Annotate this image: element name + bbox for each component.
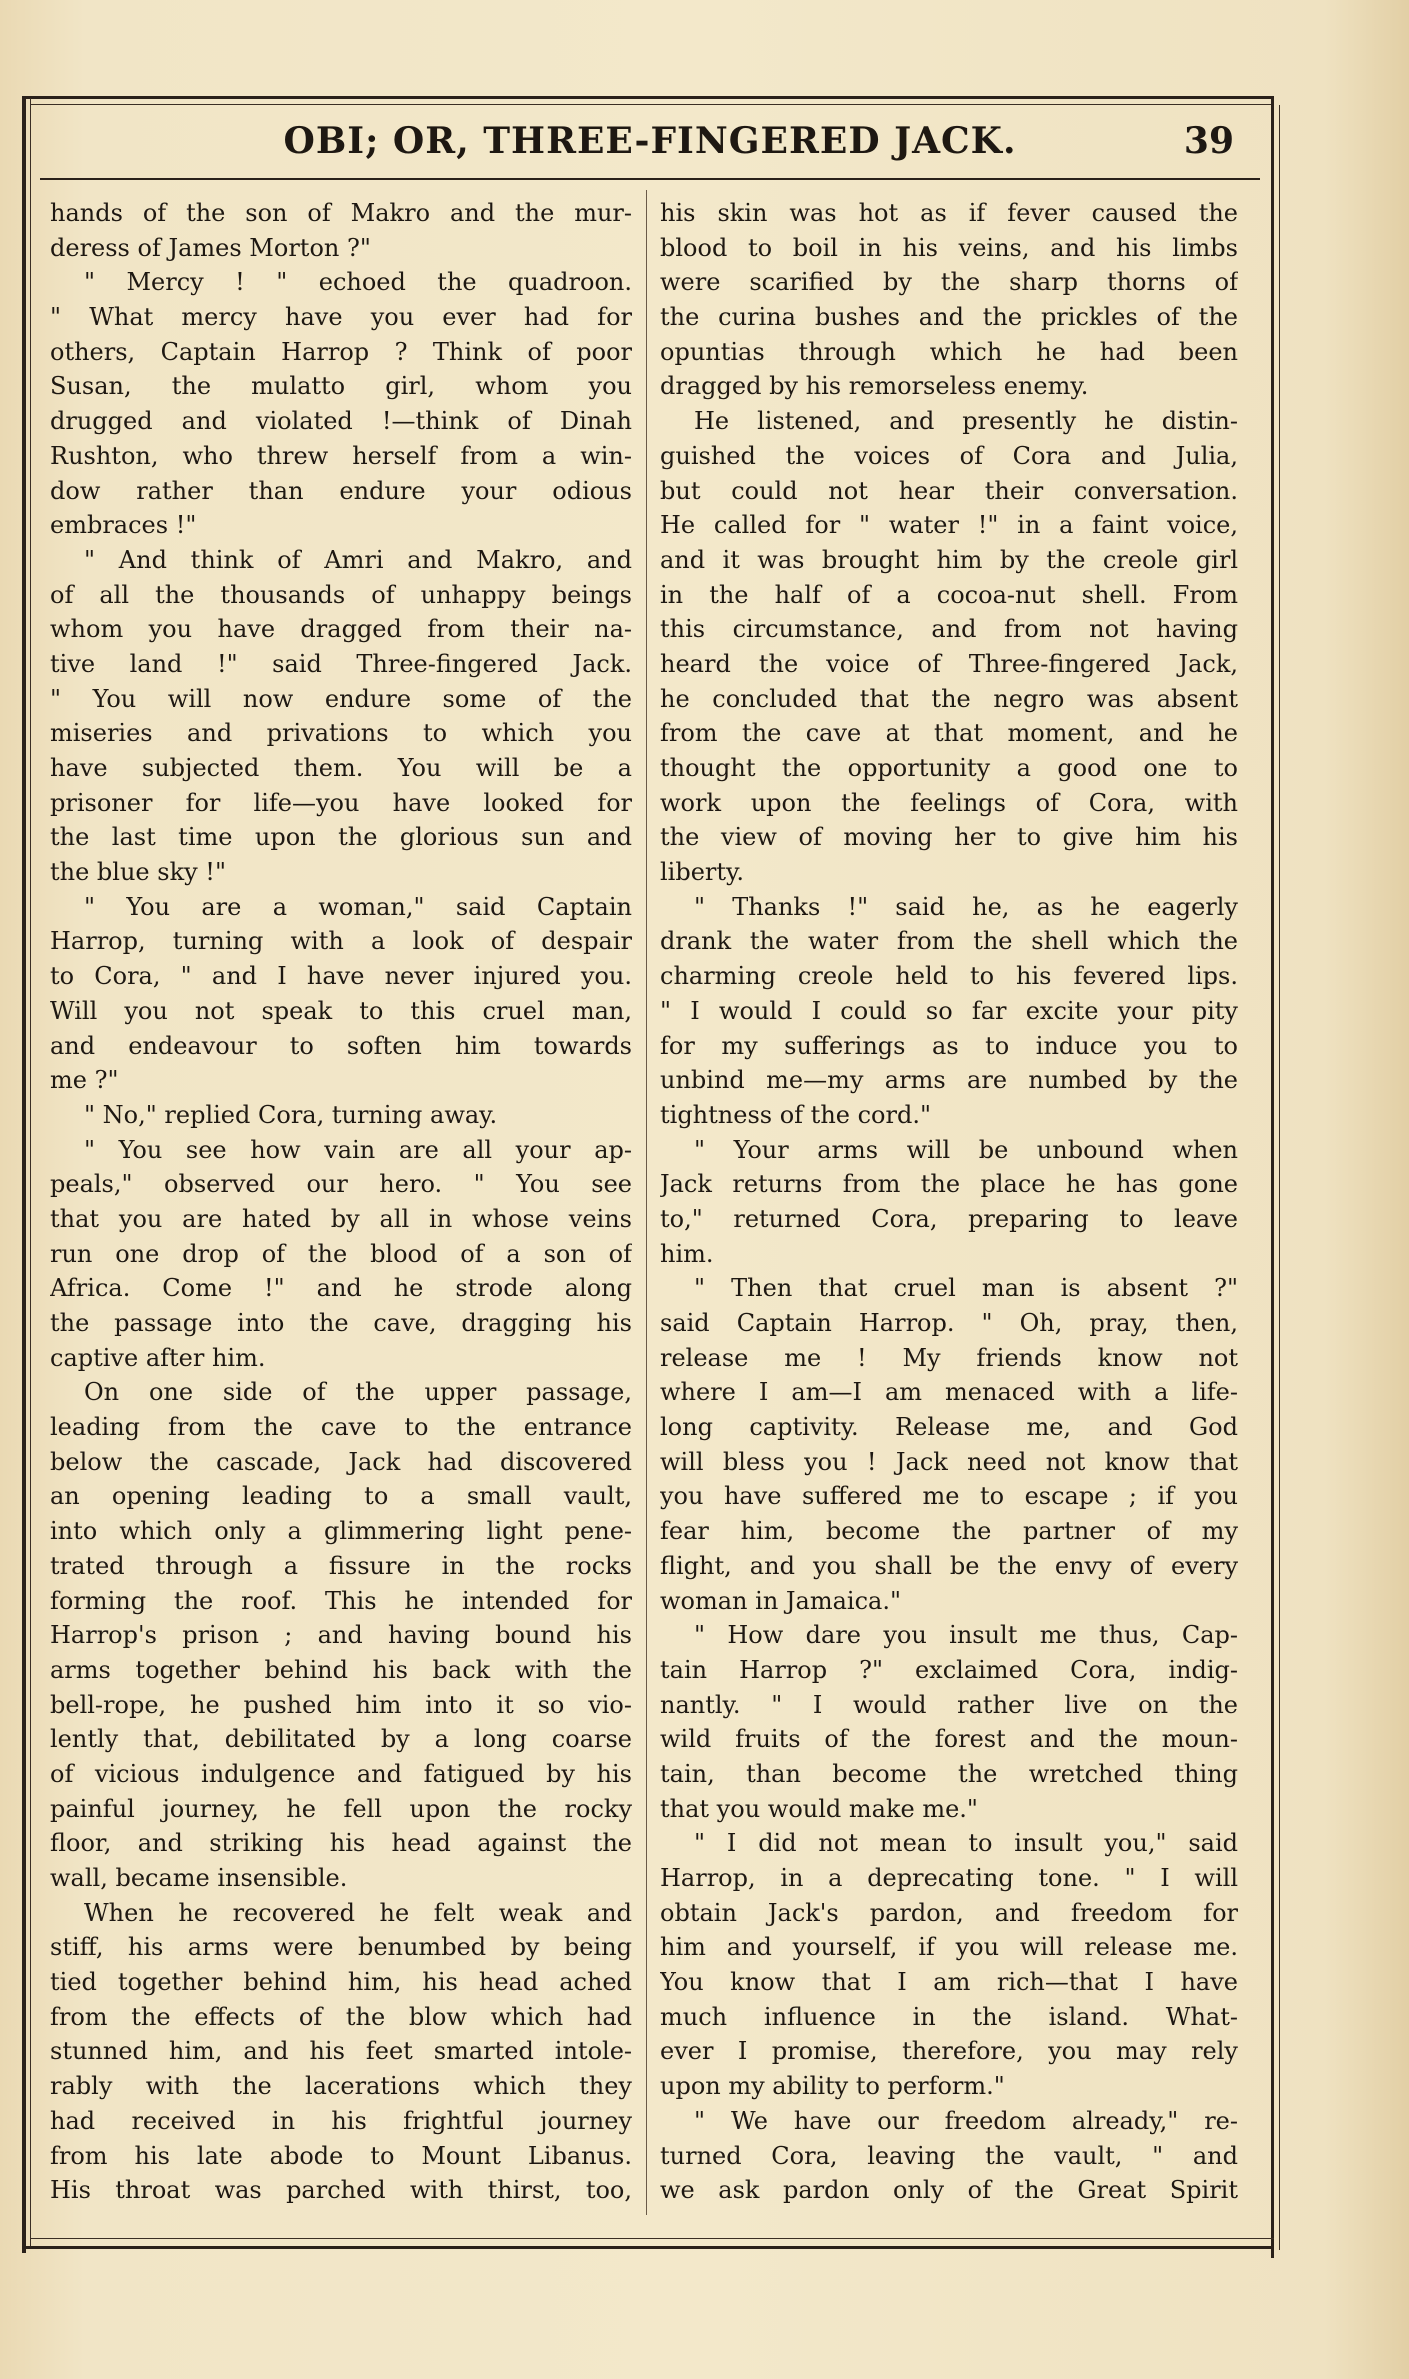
text-line: floor, and striking his head against the [50,1829,632,1858]
text-line: the curina bushes and the prickles of the [660,303,1238,332]
text-line: to," returned Cora, preparing to leave [660,1204,1238,1233]
text-line: whom you have dragged from their na- [50,615,632,644]
text-line: me ?" [50,1066,119,1095]
text-line: " Mercy ! " echoed the quadroon. [84,268,632,297]
left-border-rule [22,98,26,2253]
text-line: turned Cora, leaving the vault, " and [660,2141,1238,2170]
text-line: this circumstance, and from not having [660,615,1238,644]
text-line: had received in his frightful journey [50,2106,632,2135]
text-line: him and yourself, if you will release me. [660,1933,1238,1962]
text-line: " I would I could so far excite your pity [660,996,1238,1025]
text-line: his skin was hot as if fever caused the [660,199,1238,227]
text-line: others, Captain Harrop ? Think of poor [50,337,632,366]
left-text-column [50,196,632,2216]
text-line: flight, and you shall be the envy of every [660,1551,1238,1580]
text-line: dow rather than endure your odious [50,476,632,505]
text-line: of all the thousands of unhappy beings [50,580,632,609]
text-line: You know that I am rich—that I have [660,1968,1238,1997]
running-title: OBI; OR, THREE-FINGERED JACK. [283,120,1017,162]
running-head [40,112,1260,172]
text-line: tightness of the cord." [660,1100,931,1129]
page-number: 39 [1183,120,1234,162]
text-line: from his late abode to Mount Libanus. [50,2141,632,2170]
text-line: that you are hated by all in whose veins [50,1204,632,1233]
text-line: from the cave at that moment, and he [660,719,1238,748]
text-line: from the effects of the blow which had [50,2002,632,2031]
text-line: said Captain Harrop. " Oh, pray, then, [660,1309,1238,1337]
text-line: embraces !" [50,511,197,540]
text-line: drugged and violated !—think of Dinah [50,407,632,436]
text-line: Harrop, turning with a look of despair [50,927,632,956]
text-line: guished the voices of Cora and Julia, [660,441,1238,470]
text-line: " You are a woman," said Captain [84,892,632,921]
text-line: opuntias through which he had been [660,337,1238,366]
text-line: Will you not speak to this cruel man, [50,996,632,1025]
text-line: Jack returns from the place he has gone [660,1170,1238,1199]
text-line: the view of moving her to give him his [660,823,1238,852]
right-text-column [660,196,1238,2216]
text-line: He listened, and presently he distin- [694,407,1238,436]
text-line: where I am—I am menaced with a life- [660,1378,1238,1407]
text-line: much influence in the island. What- [660,2002,1238,2031]
left-border-inner-rule [30,98,31,2248]
text-line: drank the water from the shell which the [660,927,1238,956]
text-line: Susan, the mulatto girl, whom you [50,372,632,401]
text-line: and it was brought him by the creole girl [660,545,1238,574]
text-line: tain, than become the wretched thing [660,1759,1238,1788]
text-line: below the cascade, Jack had discovered [50,1447,632,1476]
top-border-rule [22,96,1274,99]
text-line: deress of James Morton ?" [50,233,371,262]
text-line: bell-rope, he pushed him into it so vio- [50,1690,632,1719]
text-line: he concluded that the negro was absent [660,684,1238,713]
text-line: peals," observed our hero. " You see [50,1170,632,1199]
right-border-inner-rule [1279,105,1280,2250]
text-line: lently that, debilitated by a long coarse [50,1725,632,1754]
text-line: " Thanks !" said he, as he eagerly [694,892,1238,921]
text-line: arms together behind his back with the [50,1655,632,1684]
right-border-rule [1271,98,1274,2258]
text-line: nantly. " I would rather live on the [660,1690,1238,1719]
text-line: obtain Jack's pardon, and freedom for [660,1898,1238,1927]
text-line: heard the voice of Three-fingered Jack, [660,649,1238,678]
text-line: dragged by his remorseless enemy. [660,372,1089,401]
text-line: you have suffered me to escape ; if you [660,1482,1238,1511]
text-line: ever I promise, therefore, you may rely [660,2037,1238,2066]
text-line: and endeavour to soften him towards [50,1031,632,1060]
text-line: for my sufferings as to induce you to [660,1031,1238,1060]
text-line: tain Harrop ?" exclaimed Cora, indig- [660,1655,1238,1684]
text-line: rably with the lacerations which they [50,2072,632,2101]
text-line: but could not hear their conversation. [660,476,1238,505]
text-line: On one side of the upper passage, [84,1378,632,1407]
text-line: into which only a glimmering light pene- [50,1517,632,1546]
text-line: of vicious indulgence and fatigued by his [50,1759,632,1788]
text-line: miseries and privations to which you [50,719,632,748]
text-line: " How dare you insult me thus, Cap- [694,1621,1238,1650]
text-line: forming the roof. This he intended for [50,1586,632,1615]
text-line: Harrop's prison ; and having bound his [50,1621,632,1650]
text-line: hands of the son of Makro and the mur- [50,199,632,227]
text-line: trated through a fissure in the rocks [50,1551,632,1580]
text-line: " And think of Amri and Makro, and [84,545,632,574]
text-line: him. [660,1239,714,1268]
text-line: woman in Jamaica." [660,1586,901,1615]
text-line: will bless you ! Jack need not know that [660,1447,1238,1476]
text-line: long captivity. Release me, and God [660,1413,1238,1442]
text-line: " I did not mean to insult you," said [694,1829,1238,1858]
text-line: fear him, become the partner of my [660,1517,1238,1546]
header-rule [40,178,1260,180]
text-line: liberty. [660,858,745,887]
text-line: wall, became insensible. [50,1864,348,1892]
text-line: work upon the feelings of Cora, with [660,788,1238,817]
text-line: blood to boil in his veins, and his limbs [660,233,1238,262]
text-line: Harrop, in a deprecating tone. " I will [660,1864,1238,1892]
text-line: " You see how vain are all your ap- [84,1135,632,1164]
column-divider [646,190,647,2215]
text-line: an opening leading to a small vault, [50,1482,632,1511]
text-line: charming creole held to his fevered lips. [660,962,1238,991]
text-line: stunned him, and his feet smarted intole- [50,2037,632,2066]
text-line: the passage into the cave, dragging his [50,1309,632,1337]
text-line: captive after him. [50,1343,266,1372]
text-line: Africa. Come !" and he strode along [50,1274,632,1303]
text-line: painful journey, he fell upon the rocky [50,1794,632,1823]
text-line: He called for " water !" in a faint voice, [660,511,1238,540]
text-line: unbind me—my arms are numbed by the [660,1066,1238,1095]
bottom-border-rule [22,2246,1274,2249]
text-line: " Then that cruel man is absent ?" [694,1274,1238,1303]
text-line: thought the opportunity a good one to [660,754,1238,782]
text-line: have subjected them. You will be a [50,754,632,782]
text-line: that you would make me." [660,1794,978,1823]
text-line: " We have our freedom already," re- [694,2106,1238,2135]
text-line: Rushton, who threw herself from a win- [50,441,632,470]
text-line: the last time upon the glorious sun and [50,823,632,852]
text-line: release me ! My friends know not [660,1343,1238,1372]
text-line: upon my ability to perform." [660,2072,1005,2101]
text-line: " Your arms will be unbound when [694,1135,1238,1164]
text-line: prisoner for life—you have looked for [50,788,632,817]
text-line: leading from the cave to the entrance [50,1413,632,1442]
text-line: " No," replied Cora, turning away. [84,1100,498,1129]
text-line: in the half of a cocoa-nut shell. From [660,580,1238,609]
text-line: tive land !" said Three-fingered Jack. [50,649,632,678]
text-line: to Cora, " and I have never injured you. [50,962,632,991]
text-line: run one drop of the blood of a son of [50,1239,632,1268]
text-line: His throat was parched with thirst, too, [50,2176,632,2205]
text-line: we ask pardon only of the Great Spirit [660,2176,1238,2205]
text-line: were scarified by the sharp thorns of [660,268,1238,297]
text-line: " What mercy have you ever had for [50,303,632,332]
text-line: tied together behind him, his head ached [50,1968,632,1997]
text-line: wild fruits of the forest and the moun- [660,1725,1238,1754]
text-line: the blue sky !" [50,858,226,887]
bottom-border-inner-rule [30,2238,1274,2239]
text-line: When he recovered he felt weak and [84,1898,632,1927]
text-line: stiff, his arms were benumbed by being [50,1933,632,1962]
text-line: " You will now endure some of the [50,684,632,713]
top-border-inner-rule [30,104,1274,105]
